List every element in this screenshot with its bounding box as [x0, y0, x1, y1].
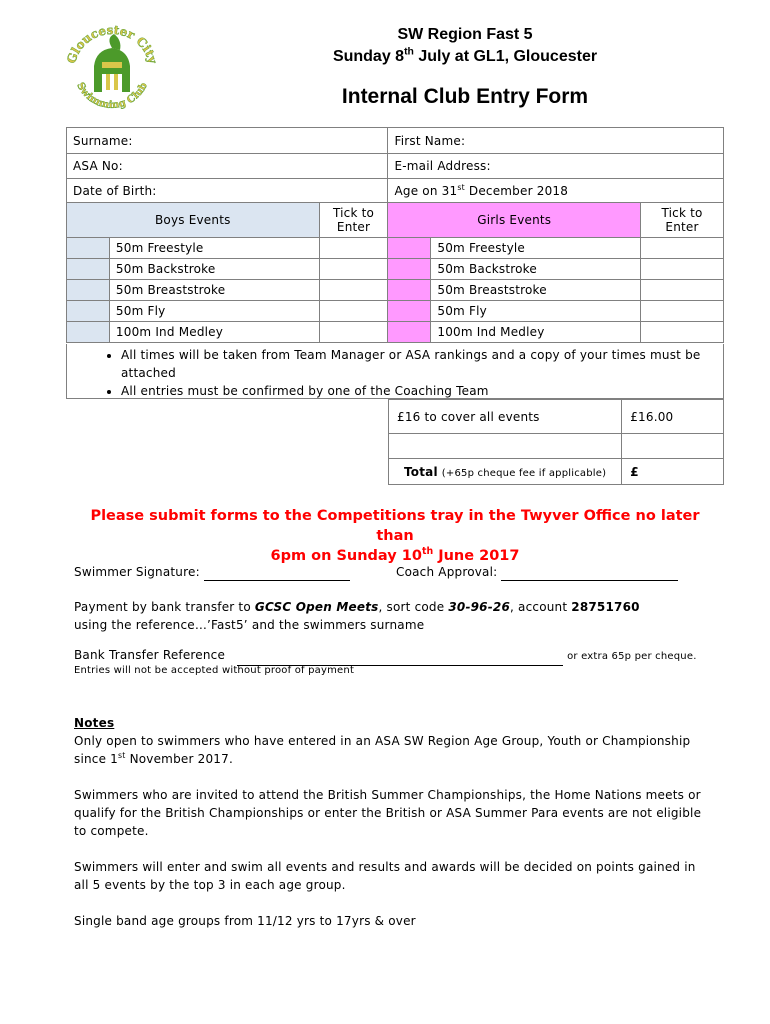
boys-color-cell	[67, 280, 110, 301]
boys-event-name: 50m Freestyle	[109, 238, 319, 259]
age-field[interactable]: Age on 31st December 2018	[388, 179, 724, 203]
fee-label: £16 to cover all events	[389, 400, 622, 434]
boys-color-cell	[67, 301, 110, 322]
boys-tick-header: Tick to Enter	[319, 203, 388, 238]
coach-approval-line[interactable]	[501, 568, 678, 581]
payment-instructions: Payment by bank transfer to GCSC Open Meets, sort code 30-96-26, account 28751760 using the reference…’Fast5’ and the swimmers surname	[74, 600, 640, 632]
bank-transfer-reference[interactable]: Bank Transfer Reference or extra 65p per cheque.	[74, 646, 724, 666]
rule-item: • All times will be taken from Team Manager or ASA rankings and a copy of your times must be attached	[121, 346, 723, 382]
girls-color-cell	[388, 259, 431, 280]
boys-color-cell	[67, 322, 110, 343]
swimmer-signature-line[interactable]	[204, 568, 350, 581]
girls-event-name: 100m Ind Medley	[431, 322, 641, 343]
fee-value: £16.00	[622, 400, 724, 434]
note-eligibility: Only open to swimmers who have entered in an ASA SW Region Age Group, Youth or Championship since 1st November 2017.	[74, 734, 691, 766]
girls-event-name: 50m Breaststroke	[431, 280, 641, 301]
rule-item: • All entries must be confirmed by one of the Coaching Team	[121, 382, 723, 400]
form-title: Internal Club Entry Form	[341, 85, 589, 108]
boys-event-name: 100m Ind Medley	[109, 322, 319, 343]
note-exclusions: Swimmers who are invited to attend the British Summer Championships, the Home Nations meets or qualify for the British Championships or enter the British or ASA Summer Para events are not eligible to compete.	[74, 788, 702, 838]
boys-tick-box[interactable]	[319, 238, 388, 259]
svg-text:Gloucester City: Gloucester City	[64, 22, 160, 66]
asa-number-field[interactable]: ASA No:	[67, 154, 388, 179]
surname-field[interactable]: Surname:	[67, 128, 388, 154]
note-age-groups: Single band age groups from 11/12 yrs to 17yrs & over	[74, 914, 416, 928]
notes-section	[74, 714, 714, 930]
boys-tick-box[interactable]	[319, 259, 388, 280]
coach-approval[interactable]: Coach Approval:	[396, 563, 678, 581]
entry-form-table	[66, 127, 724, 343]
total-value[interactable]: £	[622, 459, 724, 485]
event-title: SW Region Fast 5	[397, 26, 533, 43]
boys-events-header: Boys Events	[67, 203, 320, 238]
boys-event-name: 50m Breaststroke	[109, 280, 319, 301]
svg-text:Swimming Club: Swimming Club	[74, 80, 150, 111]
boys-tick-box[interactable]	[319, 280, 388, 301]
boys-tick-box[interactable]	[319, 322, 388, 343]
girls-tick-box[interactable]	[641, 259, 724, 280]
entry-rules-box	[66, 344, 724, 399]
girls-color-cell	[388, 322, 431, 343]
boys-tick-box[interactable]	[319, 301, 388, 322]
club-logo-graphic	[62, 20, 162, 116]
girls-color-cell	[388, 280, 431, 301]
girls-tick-box[interactable]	[641, 301, 724, 322]
fee-table	[388, 399, 724, 485]
fee-extra-field[interactable]	[389, 434, 622, 459]
boys-event-name: 50m Fly	[109, 301, 319, 322]
girls-event-name: 50m Fly	[431, 301, 641, 322]
total-label: Total (+65p cheque fee if applicable)	[389, 459, 622, 485]
date-of-birth-field[interactable]: Date of Birth:	[67, 179, 388, 203]
girls-events-header: Girls Events	[388, 203, 641, 238]
boys-color-cell	[67, 238, 110, 259]
girls-tick-header: Tick to Enter	[641, 203, 724, 238]
girls-tick-box[interactable]	[641, 238, 724, 259]
event-date-venue: Sunday 8th July at GL1, Gloucester	[332, 46, 598, 65]
submission-deadline: Please submit forms to the Competitions tray in the Twyver Office no later than 6pm on Sunday 10th June 2017	[90, 508, 700, 564]
girls-color-cell	[388, 301, 431, 322]
boys-event-name: 50m Backstroke	[109, 259, 319, 280]
girls-event-name: 50m Freestyle	[431, 238, 641, 259]
fee-extra-value[interactable]	[622, 434, 724, 459]
girls-tick-box[interactable]	[641, 322, 724, 343]
first-name-field[interactable]: First Name:	[388, 128, 724, 154]
girls-color-cell	[388, 238, 431, 259]
swimmer-signature[interactable]: Swimmer Signature:	[74, 563, 350, 581]
email-field[interactable]: E-mail Address:	[388, 154, 724, 179]
proof-of-payment-note: Entries will not be accepted without proof of payment	[74, 665, 355, 676]
notes-heading: Notes	[74, 716, 115, 730]
girls-event-name: 50m Backstroke	[431, 259, 641, 280]
club-logo	[62, 20, 162, 116]
note-scoring: Swimmers will enter and swim all events and results and awards will be decided on points gained in all 5 events by the top 3 in each age group.	[74, 860, 696, 892]
boys-color-cell	[67, 259, 110, 280]
girls-tick-box[interactable]	[641, 280, 724, 301]
